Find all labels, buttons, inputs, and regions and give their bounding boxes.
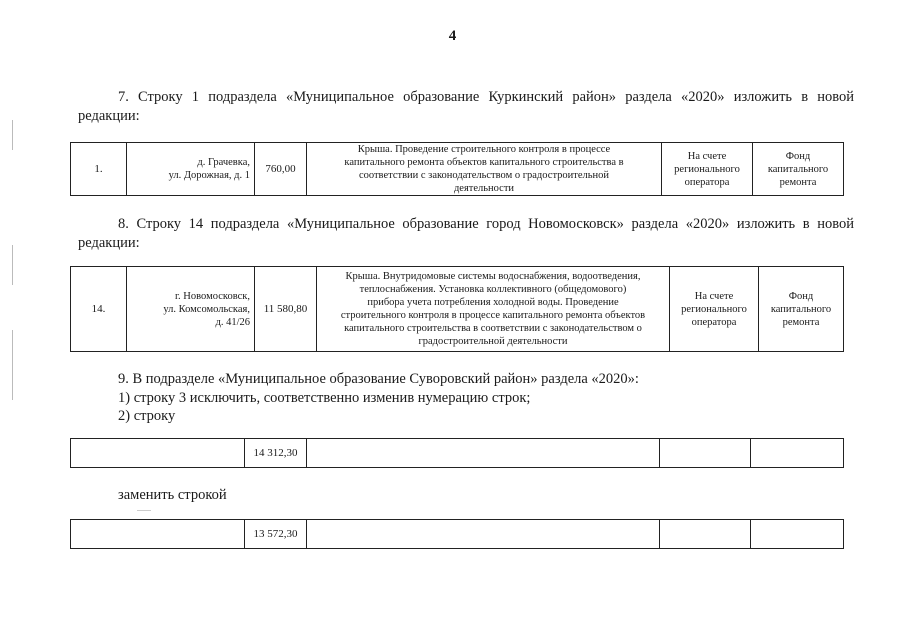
item7-line1: 7. Строку 1 подраздела «Муниципальное образование Куркинский район» раздела «2020» изложить в новой <box>118 89 854 105</box>
address-line: г. Новомосковск, <box>174 290 250 302</box>
row-number: 1. <box>71 143 127 196</box>
work-line: прибора учета потребления холодной воды. Проведение <box>367 297 619 308</box>
account-line: оператора <box>684 176 730 188</box>
fund-line: ремонта <box>779 176 817 188</box>
work-line: деятельности <box>453 183 515 194</box>
scan-mark <box>12 330 13 400</box>
item8-line2: редакции: <box>78 235 140 251</box>
work-cell <box>317 267 670 352</box>
work-line: Крыша. Проведение строительного контроля в процессе <box>357 144 611 155</box>
item7-line2: редакции: <box>78 108 140 124</box>
table-old-row <box>70 438 844 468</box>
scan-mark <box>12 245 13 285</box>
item9-line3: 2) строку <box>118 408 176 424</box>
empty-cell <box>660 439 751 468</box>
table-item7 <box>70 142 844 196</box>
table-new-row <box>70 519 844 549</box>
work-line: теплоснабжения. Установка коллективного (общедомового) <box>359 284 627 295</box>
work-cell <box>307 143 662 196</box>
fund-line: капитального <box>767 163 829 175</box>
empty-cell <box>307 439 660 468</box>
cost-cell: 14 312,30 <box>245 439 307 468</box>
scan-mark <box>12 120 13 150</box>
address-cell <box>127 267 255 352</box>
cost-cell: 11 580,80 <box>255 267 317 352</box>
fund-line: ремонта <box>782 316 820 328</box>
empty-cell <box>307 520 660 549</box>
work-line: Крыша. Внутридомовые системы водоснабжения, водоотведения, <box>345 271 641 282</box>
address-line: д. 41/26 <box>215 316 250 328</box>
work-line: капитального ремонта объектов капитального строительства в <box>344 157 624 168</box>
account-cell <box>670 267 759 352</box>
account-line: На счете <box>694 290 734 302</box>
fund-line: Фонд <box>785 150 811 162</box>
row-number: 14. <box>71 267 127 352</box>
item9-line2: 1) строку 3 исключить, соответственно изменив нумерацию строк; <box>118 390 531 406</box>
table-row <box>71 143 844 196</box>
account-line: регионального <box>674 163 740 175</box>
address-line: ул. Дорожная, д. 1 <box>168 170 250 181</box>
item9-line1: 9. В подразделе «Муниципальное образование Суворовский район» раздела «2020»: <box>118 371 639 387</box>
account-cell <box>662 143 753 196</box>
account-line: регионального <box>681 303 747 315</box>
fund-cell <box>753 143 844 196</box>
work-line: соответствии с законодательством о градостроительной <box>358 170 610 181</box>
table-row <box>71 520 844 549</box>
page-number: 4 <box>448 28 457 44</box>
empty-cell <box>751 439 844 468</box>
fund-line: Фонд <box>788 290 814 302</box>
address-line: ул. Комсомольская, <box>163 303 250 315</box>
address-cell <box>127 143 255 196</box>
table-row <box>71 439 844 468</box>
empty-cell <box>71 439 245 468</box>
table-item8 <box>70 266 844 352</box>
scan-mark <box>137 510 151 511</box>
work-line: градостроительной деятельности <box>418 336 568 347</box>
replace-text: заменить строкой <box>118 487 227 503</box>
work-line: строительного контроля в процессе капитального ремонта объектов <box>340 310 646 321</box>
empty-cell <box>660 520 751 549</box>
account-line: На счете <box>687 150 727 162</box>
fund-cell <box>759 267 844 352</box>
address-line: д. Грачевка, <box>197 157 250 168</box>
fund-line: капитального <box>770 303 832 315</box>
cost-cell: 760,00 <box>255 143 307 196</box>
cost-cell: 13 572,30 <box>245 520 307 549</box>
table-row <box>71 267 844 352</box>
empty-cell <box>751 520 844 549</box>
empty-cell <box>71 520 245 549</box>
account-line: оператора <box>691 316 737 328</box>
work-line: капитального строительства в соответствии с законодательством о <box>344 323 642 334</box>
item8-line1: 8. Строку 14 подраздела «Муниципальное образование город Новомосковск» раздела «2020» изложить в новой <box>118 216 854 232</box>
